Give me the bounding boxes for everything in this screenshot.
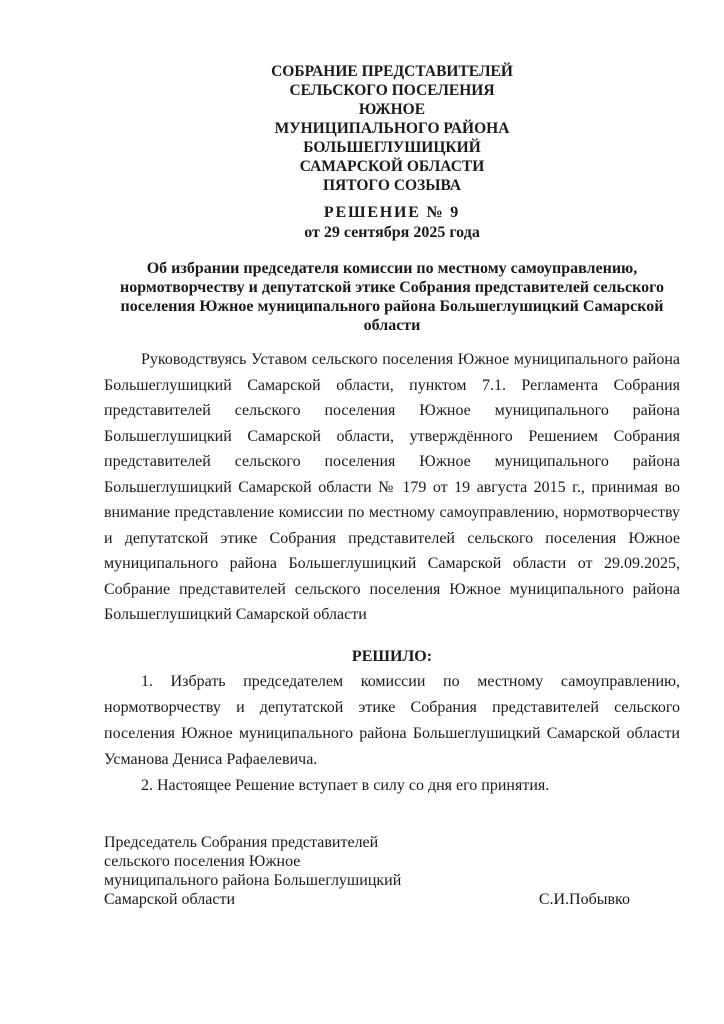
org-header-line: ЮЖНОЕ xyxy=(358,101,426,118)
decision-heading xyxy=(104,203,680,243)
signature-position-line: Председатель Собрания представителей xyxy=(104,834,379,851)
org-header xyxy=(104,62,680,195)
signature-position-line: Самарской области xyxy=(104,891,235,908)
preamble-paragraph: Руководствуясь Уставом сельского поселения Южное муниципального района Большеглушицкий Самарской области, пунктом 7.1. Регламента Собрания представителей сельского поселения Южное муниципального района Большеглушицкий Самарской области, утверждённого Решением Собрания представителей сельского поселения Южное муниципального района Большеглушицкий Самарской области № 179 от 19 августа 2015 г., принимая во внимание представление комиссии по местному самоуправлению, нормотворчеству и депутатской этике Собрания представителей сельского поселения Южное муниципального района Большеглушицкий Самарской области от 29.09.2025, Собрание представителей сельского поселения Южное муниципального района Большеглушицкий Самарской области xyxy=(104,351,680,623)
decision-date: от 29 сентября 2025 года xyxy=(304,224,480,241)
org-header-line: СОБРАНИЕ ПРЕДСТАВИТЕЛЕЙ xyxy=(271,63,513,80)
resolved-heading: РЕШИЛО: xyxy=(351,647,433,665)
org-header-line: ПЯТОГО СОЗЫВА xyxy=(322,177,462,194)
decision-subject: Об избрании председателя комиссии по местному самоуправлению, нормотворчеству и депутатской этике Собрания представителей сельского поселения Южное муниципального района Большеглушицкий Самарской области xyxy=(120,260,664,334)
resolution-item-1: 1. Избрать председателем комиссии по местному самоуправлению, нормотворчеству и депутатской этике Собрания представителей сельского поселения Южное муниципального района Большеглушицкий Самарской области Усманова Дениса Рафаелевича. xyxy=(104,673,680,768)
org-header-line: МУНИЦИПАЛЬНОГО РАЙОНА xyxy=(274,120,510,137)
signatory-name: С.И.Побывко xyxy=(538,891,630,908)
signature-row xyxy=(104,890,680,909)
signature-position-line: муниципального района Большеглушицкий xyxy=(104,872,402,889)
org-header-line: БОЛЬШЕГЛУШИЦКИЙ xyxy=(303,139,481,156)
decision-number: РЕШЕНИЕ № 9 xyxy=(323,204,461,221)
org-header-line: СЕЛЬСКОГО ПОСЕЛЕНИЯ xyxy=(289,82,495,99)
org-header-line: САМАРСКОЙ ОБЛАСТИ xyxy=(299,158,485,175)
signature-position-line: сельского поселения Южное xyxy=(104,853,301,870)
signature-block xyxy=(104,833,680,909)
resolution-item-2: 2. Настоящее Решение вступает в силу со дня его принятия. xyxy=(141,777,550,794)
